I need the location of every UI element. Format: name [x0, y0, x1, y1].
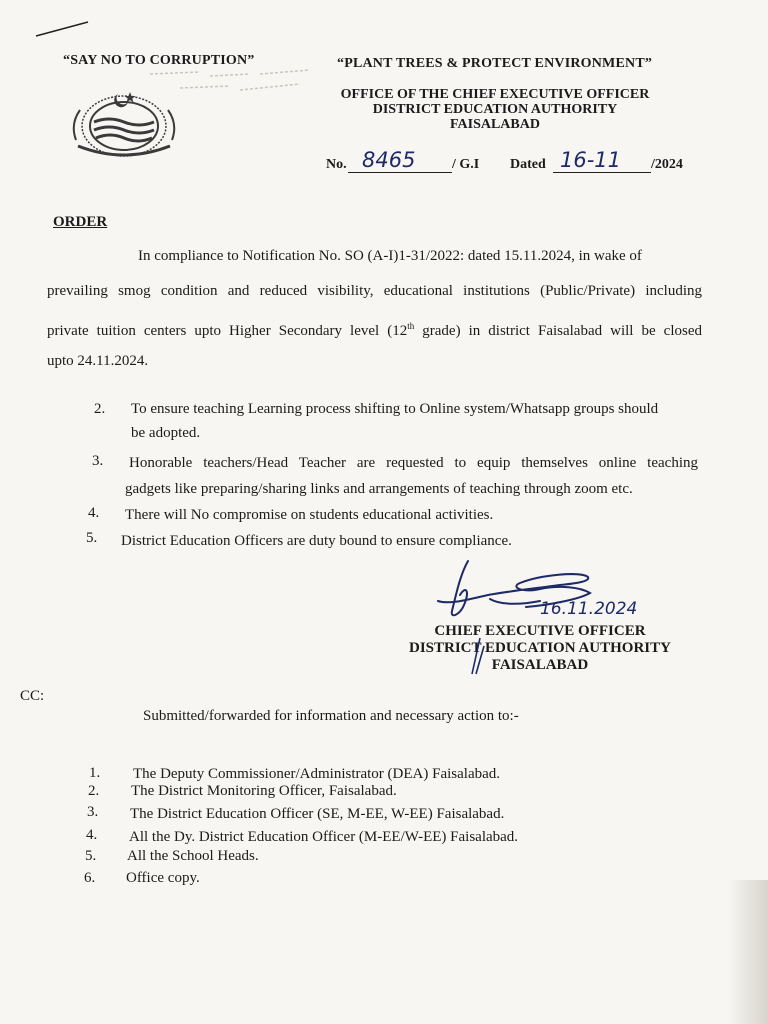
order-para-line-4: upto 24.11.2024.: [47, 353, 149, 369]
office-title: [305, 87, 685, 132]
dated-underline: [553, 172, 651, 173]
order-item-4-line-1: There will No compromise on students educational activities.: [125, 507, 494, 523]
cc-item-5: All the School Heads.: [127, 848, 259, 864]
cc-item-number: 1.: [89, 765, 101, 781]
pen-mark: [34, 18, 90, 40]
order-item-3-line-2: gadgets like preparing/sharing links and arrangements of teaching through zoom etc.: [125, 481, 633, 497]
letter-number-underline: [348, 172, 452, 173]
signatory-title-1: CHIEF EXECUTIVE OFFICER: [434, 623, 646, 639]
page-edge-shadow: [728, 880, 768, 1024]
cc-item-6: Office copy.: [126, 870, 200, 886]
office-line-1: OFFICE OF THE CHIEF EXECUTIVE OFFICER: [340, 87, 650, 102]
faded-stamp: [140, 62, 320, 102]
cc-item-1: The Deputy Commissioner/Administrator (DEA) Faisalabad.: [133, 766, 501, 782]
signature-date: 16.11.2024: [540, 599, 638, 619]
cc-item-number: 3.: [87, 804, 99, 820]
cc-item-number: 6.: [84, 870, 96, 886]
signatory-title-2: DISTRICT EDUCATION AUTHORITY: [408, 640, 671, 656]
order-item-number: 4.: [88, 505, 100, 521]
letter-number-suffix: / G.I: [452, 157, 480, 172]
order-item-2-line-2: be adopted.: [131, 425, 201, 441]
cc-item-number: 2.: [88, 783, 100, 799]
order-item-2-line-1: To ensure teaching Learning process shifting to Online system/Whatsapp groups should: [131, 401, 659, 417]
dated-label: Dated: [510, 157, 546, 172]
order-item-number: 3.: [92, 453, 104, 469]
letter-number-label: No.: [326, 157, 347, 172]
order-para-line-2: prevailing smog condition and reduced visibility, educational institutions (Public/Private) including: [47, 283, 702, 299]
cc-item-2: The District Monitoring Officer, Faisalabad.: [131, 783, 397, 799]
cc-item-3: The District Education Officer (SE, M-EE, W-EE) Faisalabad.: [130, 806, 505, 822]
cc-item-number: 4.: [86, 827, 98, 843]
order-para-line-3: private tuition centers upto Higher Secondary level (12th grade) in district Faisalabad will be closed: [47, 321, 702, 339]
letter-number-value: 8465: [362, 148, 416, 172]
order-item-number: 5.: [86, 530, 98, 546]
cc-item-number: 5.: [85, 848, 97, 864]
office-line-3: FAISALABAD: [450, 117, 540, 132]
cc-intro: Submitted/forwarded for information and necessary action to:-: [143, 708, 519, 724]
slogan-right: “PLANT TREES & PROTECT ENVIRONMENT”: [337, 56, 653, 71]
office-line-2: DISTRICT EDUCATION AUTHORITY: [372, 102, 618, 117]
order-heading: ORDER: [53, 214, 108, 230]
cc-label: CC:: [20, 688, 45, 704]
signatory-block: [400, 623, 680, 674]
order-item-5-line-1: District Education Officers are duty bound to ensure compliance.: [121, 533, 512, 549]
signatory-title-3: FAISALABAD: [491, 657, 589, 673]
order-item-3-line-1: Honorable teachers/Head Teacher are requested to equip themselves online teaching: [129, 455, 698, 471]
order-para-line-1: In compliance to Notification No. SO (A-I)1-31/2022: dated 15.11.2024, in wake of: [138, 248, 642, 264]
slogan-left: “SAY NO TO CORRUPTION”: [63, 53, 255, 68]
cc-item-4: All the Dy. District Education Officer (M-EE/W-EE) Faisalabad.: [129, 829, 519, 845]
dated-year: /2024: [651, 157, 683, 172]
ink-stroke: [462, 636, 486, 676]
order-item-number: 2.: [94, 401, 106, 417]
dated-value: 16-11: [560, 148, 622, 172]
